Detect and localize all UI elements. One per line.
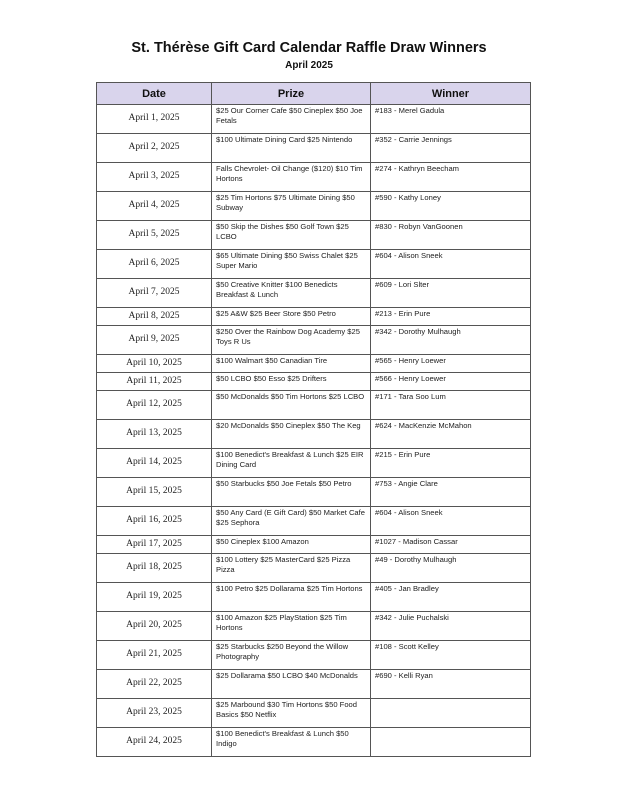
table-row — [97, 250, 531, 279]
prize-cell: $25 A&W $25 Beer Store $50 Petro — [212, 308, 371, 326]
date-cell: April 15, 2025 — [97, 478, 212, 507]
winner-cell: #49 - Dorothy Mulhaugh — [371, 554, 531, 583]
winner-cell: #624 - MacKenzie McMahon — [371, 420, 531, 449]
column-header-winner: Winner — [371, 83, 531, 105]
winner-cell: #1027 - Madison Cassar — [371, 536, 531, 554]
winner-cell: #604 - Alison Sneek — [371, 507, 531, 536]
table-row — [97, 279, 531, 308]
date-cell: April 10, 2025 — [97, 355, 212, 373]
winner-cell: #352 - Carrie Jennings — [371, 134, 531, 163]
date-cell: April 5, 2025 — [97, 221, 212, 250]
table-row — [97, 728, 531, 757]
date-cell: April 20, 2025 — [97, 612, 212, 641]
table-row — [97, 221, 531, 250]
winners-table — [96, 82, 531, 757]
prize-cell: $25 Tim Hortons $75 Ultimate Dining $50 Subway — [212, 192, 371, 221]
date-cell: April 8, 2025 — [97, 308, 212, 326]
date-cell: April 24, 2025 — [97, 728, 212, 757]
date-cell: April 16, 2025 — [97, 507, 212, 536]
winner-cell: #171 - Tara Soo Lum — [371, 391, 531, 420]
prize-cell: $20 McDonalds $50 Cineplex $50 The Keg — [212, 420, 371, 449]
prize-cell: $50 Cineplex $100 Amazon — [212, 536, 371, 554]
column-header-prize: Prize — [212, 83, 371, 105]
table-row — [97, 641, 531, 670]
date-cell: April 6, 2025 — [97, 250, 212, 279]
winner-cell: #590 - Kathy Loney — [371, 192, 531, 221]
table-row — [97, 536, 531, 554]
page-title: St. Thérèse Gift Card Calendar Raffle Draw Winners — [131, 40, 487, 56]
winner-cell: #604 - Alison Sneek — [371, 250, 531, 279]
table-row — [97, 583, 531, 612]
table-row — [97, 355, 531, 373]
date-cell: April 11, 2025 — [97, 373, 212, 391]
prize-cell: $50 Creative Knitter $100 Benedicts Breakfast & Lunch — [212, 279, 371, 308]
date-cell: April 13, 2025 — [97, 420, 212, 449]
table-row — [97, 612, 531, 641]
date-cell: April 14, 2025 — [97, 449, 212, 478]
date-cell: April 3, 2025 — [97, 163, 212, 192]
date-cell: April 23, 2025 — [97, 699, 212, 728]
prize-cell: Falls Chevrolet- Oil Change ($120) $10 Tim Hortons — [212, 163, 371, 192]
prize-cell: $50 Skip the Dishes $50 Golf Town $25 LCBO — [212, 221, 371, 250]
prize-cell: $25 Our Corner Cafe $50 Cineplex $50 Joe Fetals — [212, 105, 371, 134]
prize-cell: $50 Any Card (E Gift Card) $50 Market Cafe $25 Sephora — [212, 507, 371, 536]
table-row — [97, 420, 531, 449]
winner-cell: #215 - Erin Pure — [371, 449, 531, 478]
date-cell: April 17, 2025 — [97, 536, 212, 554]
page-subtitle: April 2025 — [285, 60, 333, 71]
prize-cell: $100 Benedict's Breakfast & Lunch $50 Indigo — [212, 728, 371, 757]
winner-cell: #342 - Julie Puchalski — [371, 612, 531, 641]
date-cell: April 7, 2025 — [97, 279, 212, 308]
prize-cell: $25 Dollarama $50 LCBO $40 McDonalds — [212, 670, 371, 699]
date-cell: April 18, 2025 — [97, 554, 212, 583]
prize-cell: $50 LCBO $50 Esso $25 Drifters — [212, 373, 371, 391]
table-row — [97, 699, 531, 728]
prize-cell: $25 Starbucks $250 Beyond the Willow Photography — [212, 641, 371, 670]
date-cell: April 2, 2025 — [97, 134, 212, 163]
date-cell: April 1, 2025 — [97, 105, 212, 134]
prize-cell: $25 Marbound $30 Tim Hortons $50 Food Basics $50 Netflix — [212, 699, 371, 728]
winner-cell: #609 - Lori Slter — [371, 279, 531, 308]
winner-cell: #213 - Erin Pure — [371, 308, 531, 326]
table-row — [97, 478, 531, 507]
table-row — [97, 163, 531, 192]
table-header-row — [97, 83, 531, 105]
table-row — [97, 326, 531, 355]
date-cell: April 19, 2025 — [97, 583, 212, 612]
table-row — [97, 554, 531, 583]
winner-cell: #566 - Henry Loewer — [371, 373, 531, 391]
column-header-date: Date — [97, 83, 212, 105]
winner-cell: #690 - Kelli Ryan — [371, 670, 531, 699]
prize-cell: $100 Benedict's Breakfast & Lunch $25 EIR Dining Card — [212, 449, 371, 478]
winner-cell: #830 - Robyn VanGoonen — [371, 221, 531, 250]
table-row — [97, 308, 531, 326]
table-row — [97, 134, 531, 163]
winner-cell: #108 - Scott Kelley — [371, 641, 531, 670]
prize-cell: $250 Over the Rainbow Dog Academy $25 Toys R Us — [212, 326, 371, 355]
winner-cell: #342 - Dorothy Mulhaugh — [371, 326, 531, 355]
winner-cell: #274 - Kathryn Beecham — [371, 163, 531, 192]
winner-cell: #753 - Angie Clare — [371, 478, 531, 507]
prize-cell: $100 Ultimate Dining Card $25 Nintendo — [212, 134, 371, 163]
winner-cell — [371, 728, 531, 757]
winner-cell: #183 - Merel Gadula — [371, 105, 531, 134]
date-cell: April 21, 2025 — [97, 641, 212, 670]
winner-cell: #405 - Jan Bradley — [371, 583, 531, 612]
date-cell: April 12, 2025 — [97, 391, 212, 420]
table-row — [97, 192, 531, 221]
date-cell: April 22, 2025 — [97, 670, 212, 699]
prize-cell: $100 Amazon $25 PlayStation $25 Tim Hortons — [212, 612, 371, 641]
prize-cell: $65 Ultimate Dining $50 Swiss Chalet $25 Super Mario — [212, 250, 371, 279]
winner-cell: #565 - Henry Loewer — [371, 355, 531, 373]
table-row — [97, 391, 531, 420]
table-row — [97, 449, 531, 478]
prize-cell: $100 Lottery $25 MasterCard $25 Pizza Pizza — [212, 554, 371, 583]
winner-cell — [371, 699, 531, 728]
date-cell: April 9, 2025 — [97, 326, 212, 355]
table-row — [97, 670, 531, 699]
prize-cell: $50 McDonalds $50 Tim Hortons $25 LCBO — [212, 391, 371, 420]
prize-cell: $50 Starbucks $50 Joe Fetals $50 Petro — [212, 478, 371, 507]
table-row — [97, 507, 531, 536]
table-row — [97, 373, 531, 391]
prize-cell: $100 Walmart $50 Canadian Tire — [212, 355, 371, 373]
table-row — [97, 105, 531, 134]
date-cell: April 4, 2025 — [97, 192, 212, 221]
prize-cell: $100 Petro $25 Dollarama $25 Tim Hortons — [212, 583, 371, 612]
